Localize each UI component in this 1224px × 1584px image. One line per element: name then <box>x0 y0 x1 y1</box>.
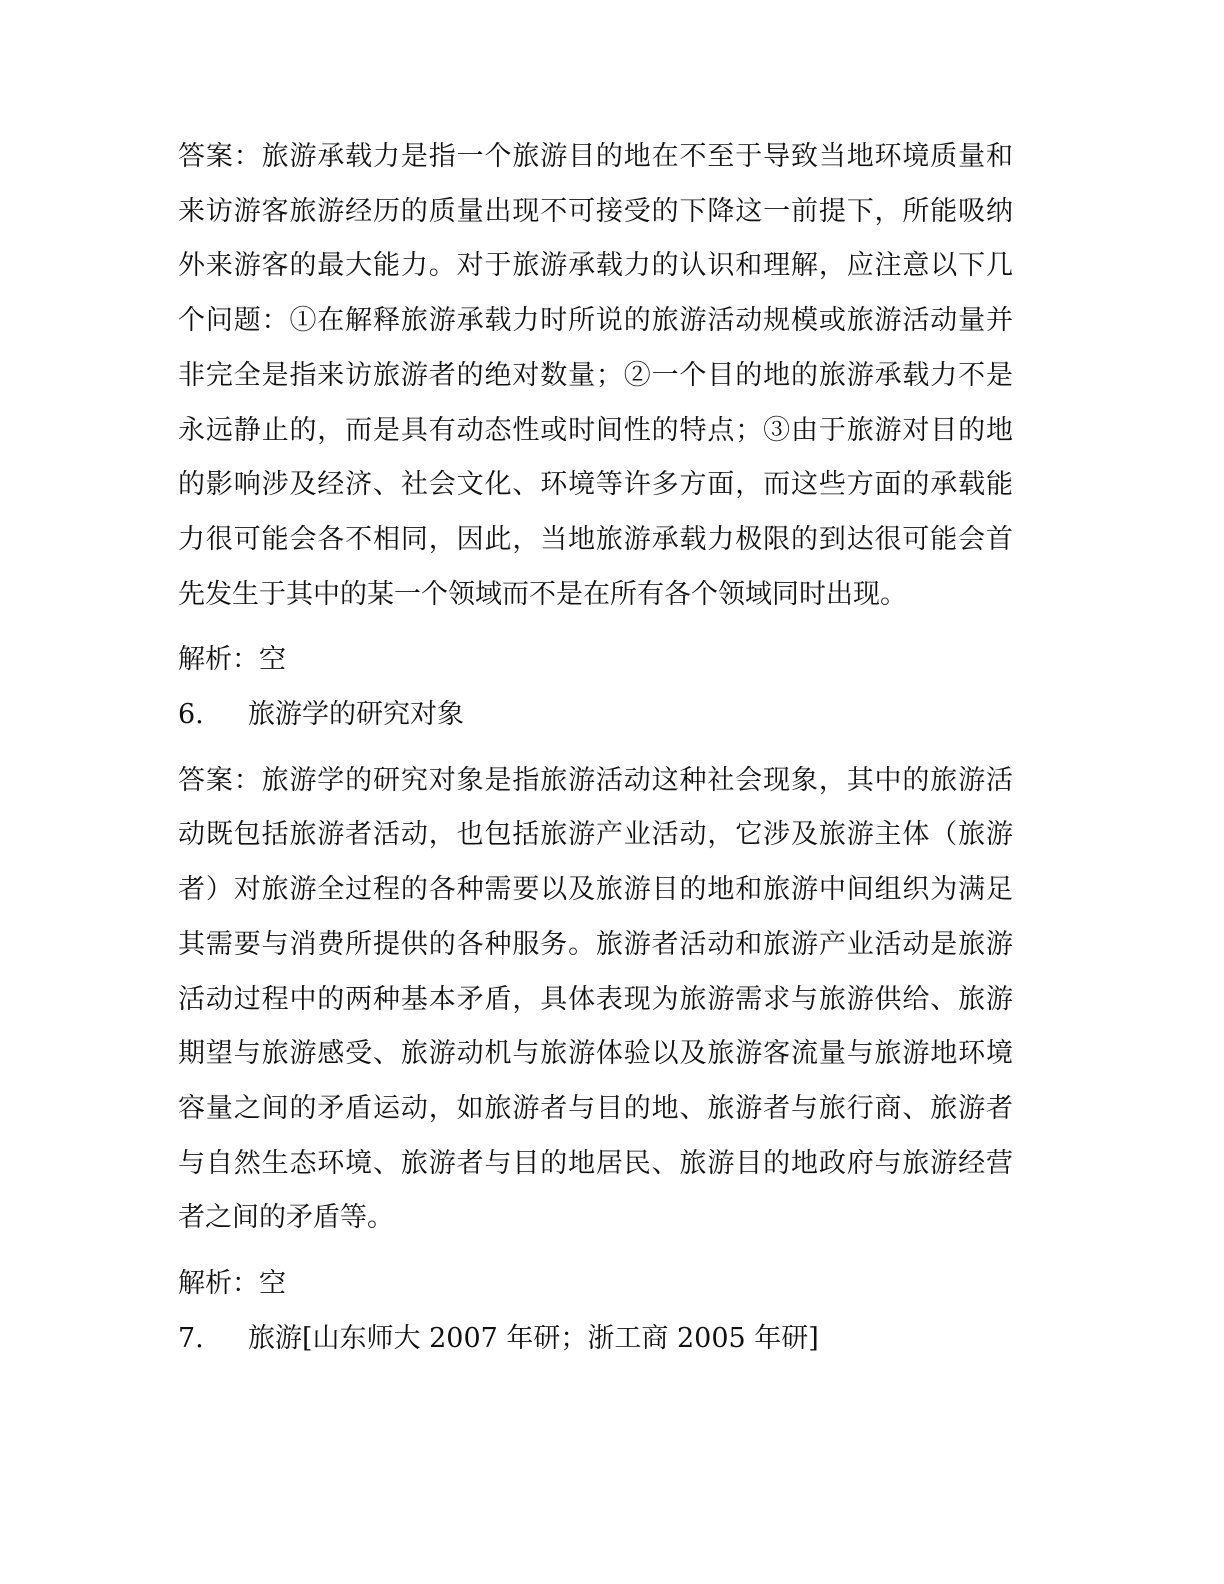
answer-paragraph: 答案：旅游学的研究对象是指旅游活动这种社会现象，其中的旅游活动既包括旅游者活动，也包括旅游产业活动，它涉及旅游主体（旅游者）对旅游全过程的各种需要以及旅游目的地和旅游中间组织为满足其需要与消费所提供的各种服务。旅游者活动和旅游产业活动是旅游活动过程中的两种基本矛盾，具体表现为旅游需求与旅游供给、旅游期望与旅游感受、旅游动机与旅游体验以及旅游客流量与旅游地环境容量之间的矛盾运动，如旅游者与目的地、旅游者与旅行商、旅游者与自然生态环境、旅游者与目的地居民、旅游目的地政府与旅游经营者之间的矛盾等。 <box>178 764 1013 1234</box>
question-title: 旅游[山东师大 2007 年研；浙工商 2005 年研] <box>248 1322 819 1354</box>
question-title: 旅游学的研究对象 <box>248 699 464 731</box>
question-number: 7. <box>178 1322 204 1354</box>
analysis-line: 解析：空 <box>178 644 286 676</box>
question-heading <box>178 1312 1013 1367</box>
analysis-line: 解析：空 <box>178 1268 286 1300</box>
question-number: 6. <box>178 699 204 731</box>
question-heading <box>178 688 1013 743</box>
answer-paragraph: 答案：旅游承载力是指一个旅游目的地在不至于导致当地环境质量和来访游客旅游经历的质量出现不可接受的下降这一前提下，所能吸纳外来游客的最大能力。对于旅游承载力的认识和理解，应注意以下几个问题：①在解释旅游承载力时所说的旅游活动规模或旅游活动量并非完全是指来访旅游者的绝对数量；②一个目的地的旅游承载力不是永远静止的，而是具有动态性或时间性的特点；③由于旅游对目的地的影响涉及经济、社会文化、环境等许多方面，而这些方面的承载能力很可能会各不相同，因此，当地旅游承载力极限的到达很可能会首先发生于其中的某一个领域而不是在所有各个领域同时出现。 <box>178 141 1013 610</box>
document-page <box>178 130 1013 1366</box>
